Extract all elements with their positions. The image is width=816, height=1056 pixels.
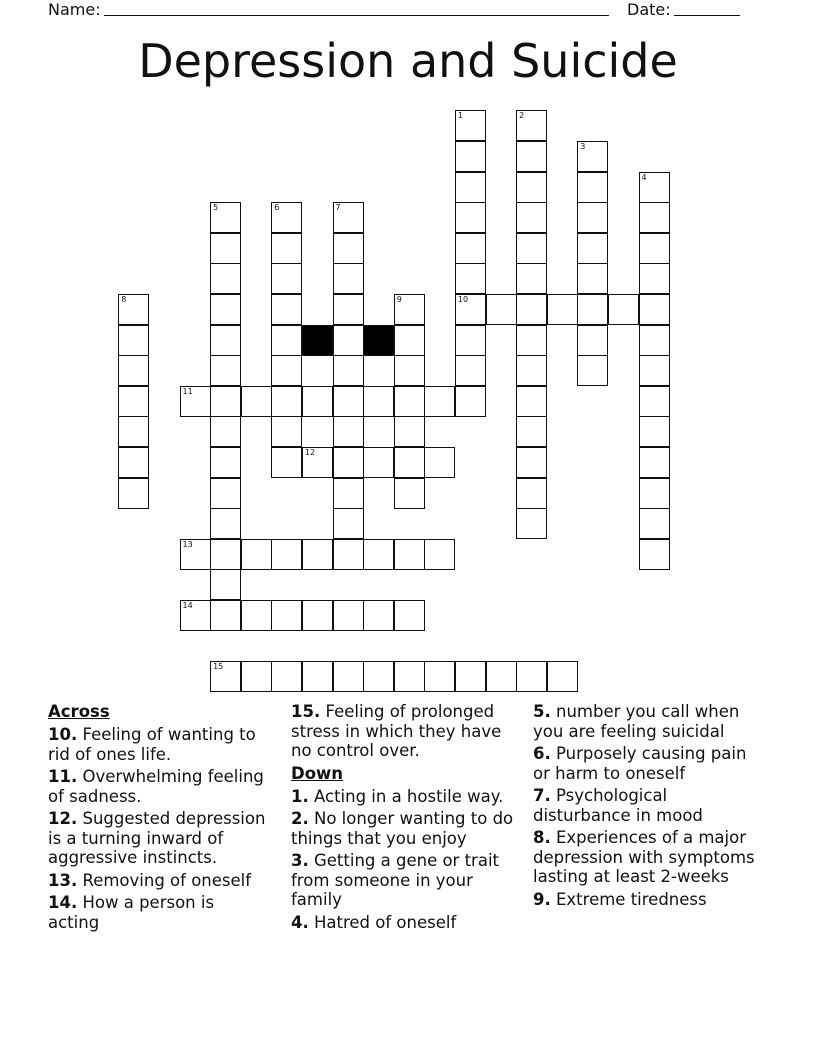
grid-cell[interactable] — [302, 539, 333, 570]
grid-cell[interactable] — [455, 325, 486, 356]
name-label: Name: — [48, 0, 101, 19]
grid-cell[interactable] — [516, 325, 547, 356]
grid-cell[interactable] — [118, 294, 149, 325]
clue-number: 12 — [304, 447, 316, 457]
grid-cell[interactable] — [639, 539, 670, 570]
clues-column-1 — [48, 702, 268, 935]
grid-cell[interactable] — [577, 202, 608, 233]
grid-cell[interactable] — [333, 416, 364, 447]
grid-cell[interactable] — [639, 355, 670, 386]
grid-cell[interactable] — [394, 600, 425, 631]
grid-cell[interactable] — [118, 355, 149, 386]
page-title: Depression and Suicide — [138, 34, 678, 88]
grid-cell[interactable] — [394, 447, 425, 478]
grid-cell[interactable] — [118, 447, 149, 478]
grid-cell[interactable] — [516, 233, 547, 264]
grid-cell[interactable] — [302, 600, 333, 631]
down-heading: Down — [291, 763, 344, 783]
black-cell — [363, 325, 394, 356]
grid-cell[interactable] — [455, 294, 486, 325]
grid-cell[interactable] — [333, 233, 364, 264]
grid-cell[interactable] — [424, 386, 455, 417]
grid-cell[interactable] — [516, 355, 547, 386]
grid-cell[interactable] — [516, 141, 547, 172]
grid-cell[interactable] — [333, 355, 364, 386]
grid-cell[interactable] — [333, 478, 364, 509]
clue-number: 1 — [457, 111, 463, 121]
clue-across-15: 15. Feeling of prolonged stress in which they have no control over. — [291, 702, 502, 760]
black-cell — [302, 325, 333, 356]
grid-cell[interactable] — [639, 202, 670, 233]
grid-cell[interactable] — [333, 600, 364, 631]
clue-down-8: 8. Experiences of a major depression with symptoms lasting at least 2-weeks — [533, 828, 755, 886]
clue-across-14: 14. How a person is acting — [48, 893, 215, 932]
grid-cell[interactable] — [516, 478, 547, 509]
grid-cell[interactable] — [516, 416, 547, 447]
grid-cell[interactable] — [271, 600, 302, 631]
grid-cell[interactable] — [639, 233, 670, 264]
grid-cell[interactable] — [210, 508, 241, 539]
grid-cell[interactable] — [516, 661, 547, 692]
grid-cell[interactable] — [118, 416, 149, 447]
grid-cell[interactable] — [394, 416, 425, 447]
grid-cell[interactable] — [210, 661, 241, 692]
clue-down-4: 4. Hatred of oneself — [291, 912, 457, 932]
clue-number: 8 — [121, 294, 127, 304]
grid-cell[interactable] — [271, 233, 302, 264]
grid-cell[interactable] — [333, 263, 364, 294]
grid-cell[interactable] — [516, 263, 547, 294]
grid-cell[interactable] — [394, 661, 425, 692]
grid-cell[interactable] — [547, 294, 578, 325]
grid-cell[interactable] — [486, 661, 517, 692]
grid-cell[interactable] — [455, 141, 486, 172]
grid-cell[interactable] — [424, 539, 455, 570]
grid-cell[interactable] — [118, 478, 149, 509]
grid-cell[interactable] — [271, 539, 302, 570]
clue-number: 15 — [213, 662, 224, 672]
grid-cell[interactable] — [363, 661, 394, 692]
grid-cell[interactable] — [516, 172, 547, 203]
clues-column-2 — [291, 702, 523, 935]
clue-down-5: 5. number you call when you are feeling suicidal — [533, 702, 740, 741]
clue-number: 7 — [335, 203, 341, 213]
clue-number: 9 — [396, 294, 402, 304]
grid-cell[interactable] — [577, 172, 608, 203]
clue-down-6: 6. Purposely causing pain or harm to oneself — [533, 744, 747, 783]
grid-cell[interactable] — [333, 508, 364, 539]
across-heading: Across — [48, 702, 110, 721]
grid-cell[interactable] — [118, 325, 149, 356]
grid-cell[interactable] — [302, 661, 333, 692]
grid-cell[interactable] — [577, 294, 608, 325]
grid-cell[interactable] — [363, 447, 394, 478]
grid-cell[interactable] — [363, 386, 394, 417]
clue-across-11: 11. Overwhelming feeling of sadness. — [48, 767, 264, 806]
grid-cell[interactable] — [210, 233, 241, 264]
grid-cell[interactable] — [394, 294, 425, 325]
grid-cell[interactable] — [424, 661, 455, 692]
grid-cell[interactable] — [180, 386, 211, 417]
grid-cell[interactable] — [271, 355, 302, 386]
grid-cell[interactable] — [271, 294, 302, 325]
grid-cell[interactable] — [302, 386, 333, 417]
grid-cell[interactable] — [639, 416, 670, 447]
clue-across-13: 13. Removing of oneself — [48, 870, 252, 890]
grid-cell[interactable] — [210, 416, 241, 447]
grid-cell[interactable] — [210, 263, 241, 294]
grid-cell[interactable] — [271, 263, 302, 294]
grid-cell[interactable] — [333, 386, 364, 417]
grid-cell[interactable] — [608, 294, 639, 325]
grid-cell[interactable] — [241, 539, 272, 570]
grid-cell[interactable] — [516, 386, 547, 417]
grid-cell[interactable] — [333, 661, 364, 692]
grid-cell[interactable] — [455, 661, 486, 692]
grid-cell[interactable] — [577, 233, 608, 264]
clue-number: 6 — [274, 203, 280, 213]
grid-cell[interactable] — [394, 539, 425, 570]
grid-cell[interactable] — [210, 325, 241, 356]
clue-down-2: 2. No longer wanting to do things that you enjoy — [291, 809, 514, 848]
grid-cell[interactable] — [455, 202, 486, 233]
clues-column-3 — [533, 702, 768, 912]
grid-cell[interactable] — [516, 202, 547, 233]
grid-cell[interactable] — [577, 263, 608, 294]
clue-number: 4 — [641, 172, 647, 182]
grid-cell[interactable] — [363, 600, 394, 631]
grid-cell[interactable] — [516, 508, 547, 539]
grid-cell[interactable] — [271, 386, 302, 417]
grid-cell[interactable] — [639, 386, 670, 417]
clue-number: 14 — [182, 600, 193, 610]
clue-down-9: 9. Extreme tiredness — [533, 889, 707, 909]
grid-cell[interactable] — [210, 600, 241, 631]
grid-cell[interactable] — [455, 233, 486, 264]
grid-cell[interactable] — [180, 600, 211, 631]
grid-cell[interactable] — [363, 539, 394, 570]
grid-cell[interactable] — [516, 447, 547, 478]
grid-cell[interactable] — [210, 294, 241, 325]
grid-cell[interactable] — [210, 447, 241, 478]
clue-number: 13 — [182, 539, 193, 549]
grid-cell[interactable] — [577, 141, 608, 172]
grid-cell[interactable] — [241, 600, 272, 631]
grid-cell[interactable] — [455, 386, 486, 417]
grid-cell[interactable] — [394, 386, 425, 417]
grid-cell[interactable] — [333, 447, 364, 478]
grid-cell[interactable] — [547, 661, 578, 692]
grid-cell[interactable] — [118, 386, 149, 417]
grid-cell[interactable] — [271, 325, 302, 356]
grid-cell[interactable] — [333, 202, 364, 233]
grid-cell[interactable] — [455, 263, 486, 294]
clue-down-3: 3. Getting a gene or trait from someone in your family — [291, 851, 500, 909]
grid-cell[interactable] — [180, 539, 211, 570]
grid-cell[interactable] — [210, 202, 241, 233]
grid-cell[interactable] — [455, 110, 486, 141]
grid-cell[interactable] — [333, 325, 364, 356]
grid-cell[interactable] — [424, 447, 455, 478]
grid-cell[interactable] — [241, 386, 272, 417]
clue-across-12: 12. Suggested depression is a turning inward of aggressive instincts. — [48, 809, 266, 867]
grid-cell[interactable] — [210, 569, 241, 600]
clue-number: 10 — [457, 294, 469, 304]
grid-cell[interactable] — [333, 294, 364, 325]
grid-cell[interactable] — [639, 263, 670, 294]
grid-cell[interactable] — [639, 478, 670, 509]
date-label: Date: — [627, 0, 671, 19]
grid-cell[interactable] — [639, 294, 670, 325]
grid-cell[interactable] — [333, 539, 364, 570]
grid-cell[interactable] — [516, 110, 547, 141]
grid-cell[interactable] — [210, 539, 241, 570]
grid-cell[interactable] — [271, 416, 302, 447]
grid-cell[interactable] — [455, 172, 486, 203]
grid-cell[interactable] — [577, 325, 608, 356]
clue-number: 5 — [213, 203, 219, 213]
grid-cell[interactable] — [210, 355, 241, 386]
clue-down-1: 1. Acting in a hostile way. — [291, 786, 504, 806]
grid-cell[interactable] — [394, 478, 425, 509]
grid-cell[interactable] — [486, 294, 517, 325]
grid-cell[interactable] — [639, 447, 670, 478]
clue-down-7: 7. Psychological disturbance in mood — [533, 786, 703, 825]
grid-cell[interactable] — [516, 294, 547, 325]
grid-cell[interactable] — [210, 478, 241, 509]
grid-cell[interactable] — [210, 386, 241, 417]
clue-number: 2 — [519, 111, 525, 121]
clue-number: 11 — [182, 386, 193, 396]
grid-cell[interactable] — [639, 172, 670, 203]
grid-cell[interactable] — [639, 325, 670, 356]
grid-cell[interactable] — [302, 447, 333, 478]
grid-cell[interactable] — [271, 661, 302, 692]
grid-cell[interactable] — [455, 355, 486, 386]
grid-cell[interactable] — [394, 325, 425, 356]
clue-number: 3 — [580, 141, 586, 151]
grid-cell[interactable] — [577, 355, 608, 386]
grid-cell[interactable] — [271, 447, 302, 478]
grid-cell[interactable] — [241, 661, 272, 692]
clue-across-10: 10. Feeling of wanting to rid of ones life. — [48, 725, 256, 764]
grid-cell[interactable] — [271, 202, 302, 233]
grid-cell[interactable] — [639, 508, 670, 539]
grid-cell[interactable] — [394, 355, 425, 386]
